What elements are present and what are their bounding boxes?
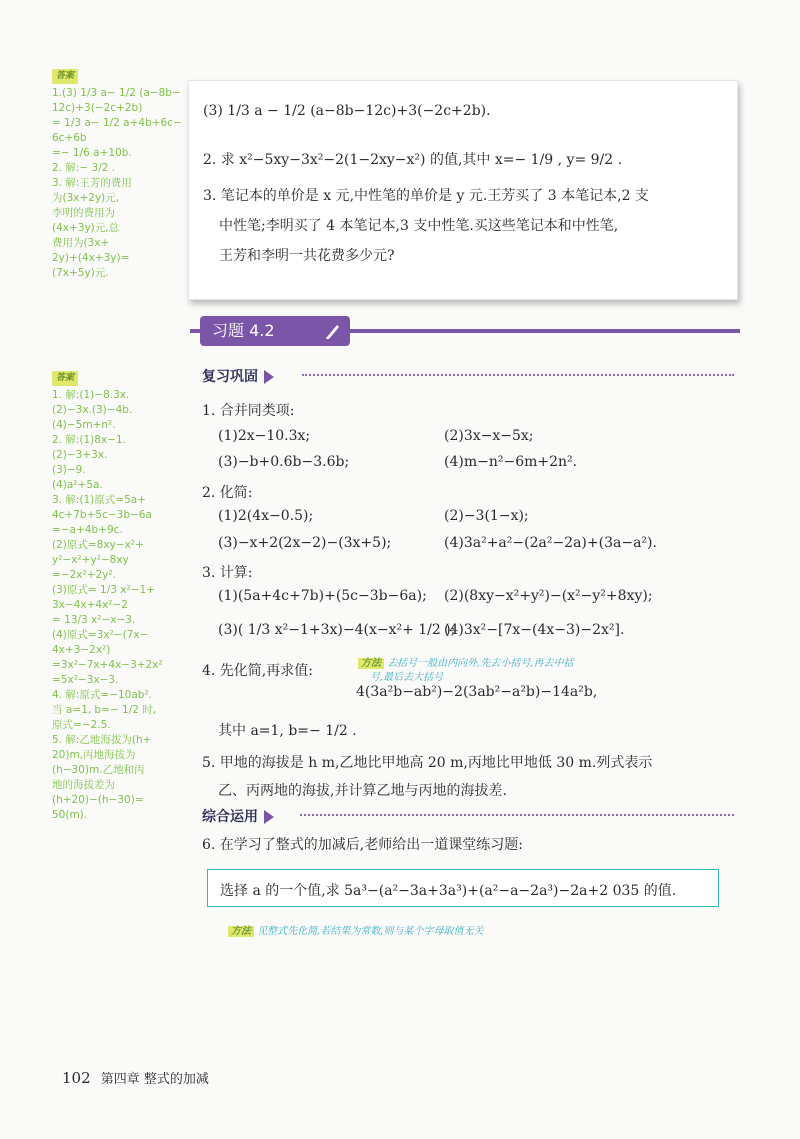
q1-item-3: (3)−b+0.6b−3.6b;	[218, 454, 350, 470]
question-4: 4. 先化简,再求值:	[202, 663, 313, 679]
margin-answer-line: 2. 解:(1)8x−1.	[52, 434, 126, 446]
dotted-divider	[302, 374, 734, 376]
margin-answer-line: 5. 解:乙地海拔为(h+	[52, 734, 152, 746]
q3-item-2: (2)(8xy−x²+y²)−(x²−y²+8xy);	[444, 588, 653, 604]
page-footer	[62, 1068, 209, 1087]
margin-answer-line: (3)原式= 1/3 x²−1+	[52, 584, 155, 596]
q4-expression: 4(3a²b−ab²)−2(3ab²−a²b)−14a²b,	[356, 684, 598, 700]
question-5-line2: 乙、丙两地的海拔,并计算乙地与丙地的海拔差.	[218, 783, 507, 799]
q2-item-1: (1)2(4x−0.5);	[218, 508, 314, 524]
q1-item-1: (1)2x−10.3x;	[218, 428, 311, 444]
question-6: 6. 在学习了整式的加减后,老师给出一道课堂练习题:	[202, 837, 523, 853]
margin-answers-2	[52, 370, 182, 823]
exercise-card	[188, 80, 738, 300]
margin-answer-line: 12c)+3(−2c+2b)	[52, 102, 143, 114]
card-question-3-line2: 中性笔;李明买了 4 本笔记本,3 支中性笔.买这些笔记本和中性笔,	[219, 218, 619, 234]
method-tag: 方法	[228, 926, 254, 937]
card-question-2: 2. 求 x²−5xy−3x²−2(1−2xy−x²) 的值,其中 x=− 1/9 , y= 9/2 .	[203, 152, 623, 168]
margin-answer-line: 4x+3−2x²)	[52, 644, 111, 656]
margin-answer-line: 3x−4x+4x²−2	[52, 599, 128, 611]
margin-answer-line: (2)原式=8xy−x²+	[52, 539, 144, 551]
comprehensive-heading: 综合运用	[202, 806, 274, 826]
review-heading: 复习巩固	[202, 366, 274, 386]
question-1: 1. 合并同类项:	[202, 403, 295, 419]
method-note-line2: 号,最后去大括号	[370, 672, 444, 683]
margin-answer-line: (4)a²+5a.	[52, 479, 103, 491]
margin-answer-line: y²−x²+y²−8xy	[52, 554, 129, 566]
answer-tag: 答案	[52, 69, 78, 84]
margin-answer-line: 当 a=1, b=− 1/2 时,	[52, 704, 157, 716]
exercise-box	[207, 869, 719, 907]
margin-answer-line: 地的海拔差为	[52, 779, 115, 791]
q3-item-1: (1)(5a+4c+7b)+(5c−3b−6a);	[218, 588, 427, 604]
margin-answer-line: (4x+3y)元,总	[52, 222, 120, 234]
margin-answer-line: 4c+7b+5c−3b−6a	[52, 509, 152, 521]
triangle-arrow-icon	[264, 370, 274, 384]
margin-answer-line: 3. 解:王芳的费用	[52, 177, 132, 189]
margin-answer-line: =−2x²+2y².	[52, 569, 116, 581]
margin-answer-line: 2. 解:− 3/2 .	[52, 162, 116, 174]
margin-answer-line: 2y)+(4x+3y)=	[52, 252, 130, 264]
margin-answer-line: (h−30)m.乙地和丙	[52, 764, 145, 776]
exercise-box-text: 选择 a 的一个值,求 5a³−(a²−3a+3a³)+(a²−a−2a³)−2a+2 035 的值.	[220, 883, 677, 899]
q1-item-2: (2)3x−x−5x;	[444, 428, 534, 444]
margin-answer-line: 50(m).	[52, 809, 88, 821]
q4-condition: 其中 a=1, b=− 1/2 .	[218, 723, 357, 739]
margin-answer-line: 1.(3) 1/3 a− 1/2 (a−8b−	[52, 87, 181, 99]
margin-answer-line: (3)−9.	[52, 464, 86, 476]
answer-tag: 答案	[52, 371, 78, 386]
q3-item-3: (3)( 1/3 x²−1+3x)−4(x−x²+ 1/2 );	[218, 622, 456, 638]
margin-answer-line: 6c+6b	[52, 132, 87, 144]
q1-item-4: (4)m−n²−6m+2n².	[444, 454, 578, 470]
margin-answers-1	[52, 68, 182, 281]
card-question-3-line3: 王芳和李明一共花费多少元?	[219, 248, 395, 264]
dotted-divider	[300, 814, 734, 816]
margin-answer-line: (7x+5y)元.	[52, 267, 109, 279]
q2-item-3: (3)−x+2(2x−2)−(3x+5);	[218, 535, 392, 551]
margin-answer-line: 原式=−2.5.	[52, 719, 111, 731]
margin-answer-line: =3x²−7x+4x−3+2x²	[52, 659, 163, 671]
page-number: 102	[62, 1069, 91, 1087]
q2-item-2: (2)−3(1−x);	[444, 508, 529, 524]
margin-answer-line: = 1/3 a− 1/2 a+4b+6c−	[52, 117, 182, 129]
chapter-title: 第四章 整式的加减	[100, 1072, 209, 1087]
q2-item-4: (4)3a²+a²−(2a²−2a)+(3a−a²).	[444, 535, 657, 551]
margin-answer-line: =−a+4b+9c.	[52, 524, 123, 536]
margin-answer-line: (h+20)−(h−30)=	[52, 794, 144, 806]
triangle-arrow-icon	[264, 810, 274, 824]
margin-answer-line: (2)−3x.(3)−4b.	[52, 404, 133, 416]
margin-answer-line: =− 1/6 a+10b.	[52, 147, 132, 159]
margin-answer-line: 20)m,丙地海拔为	[52, 749, 136, 761]
method-note-2: 方法 见整式先化简,若结果为常数,则与某个字母取值无关	[228, 922, 484, 937]
margin-answer-line: = 13/3 x²−x−3.	[52, 614, 136, 626]
margin-answer-line: 李明的费用为	[52, 207, 115, 219]
margin-answer-line: =5x²−3x−3.	[52, 674, 119, 686]
margin-answer-line: 费用为(3x+	[52, 237, 110, 249]
pencil-icon	[324, 322, 342, 340]
method-tag: 方法	[358, 658, 384, 669]
card-question-3-part: (3) 1/3 a − 1/2 (a−8b−12c)+3(−2c+2b).	[203, 103, 491, 119]
card-question-3-line1: 3. 笔记本的单价是 x 元,中性笔的单价是 y 元.王芳买了 3 本笔记本,2 支	[203, 188, 649, 204]
margin-answer-line: 3. 解:(1)原式=5a+	[52, 494, 146, 506]
section-title: 习题 4.2	[200, 316, 350, 346]
margin-answer-line: 4. 解:原式=−10ab².	[52, 689, 152, 701]
margin-answer-line: 为(3x+2y)元,	[52, 192, 120, 204]
section-header	[190, 316, 740, 346]
question-3: 3. 计算:	[202, 565, 253, 581]
method-note: 方法 去括号一般由内向外,先去小括号,再去中括	[358, 654, 574, 669]
question-5-line1: 5. 甲地的海拔是 h m,乙地比甲地高 20 m,丙地比甲地低 30 m.列式表示	[202, 755, 653, 771]
margin-answer-line: (4)原式=3x²−(7x−	[52, 629, 149, 641]
q3-item-4: (4)3x²−[7x−(4x−3)−2x²].	[444, 622, 625, 638]
margin-answer-line: (2)−3+3x.	[52, 449, 108, 461]
margin-answer-line: 1. 解:(1)−8.3x.	[52, 389, 130, 401]
margin-answer-line: (4)−5m+n².	[52, 419, 116, 431]
question-2: 2. 化简:	[202, 485, 253, 501]
